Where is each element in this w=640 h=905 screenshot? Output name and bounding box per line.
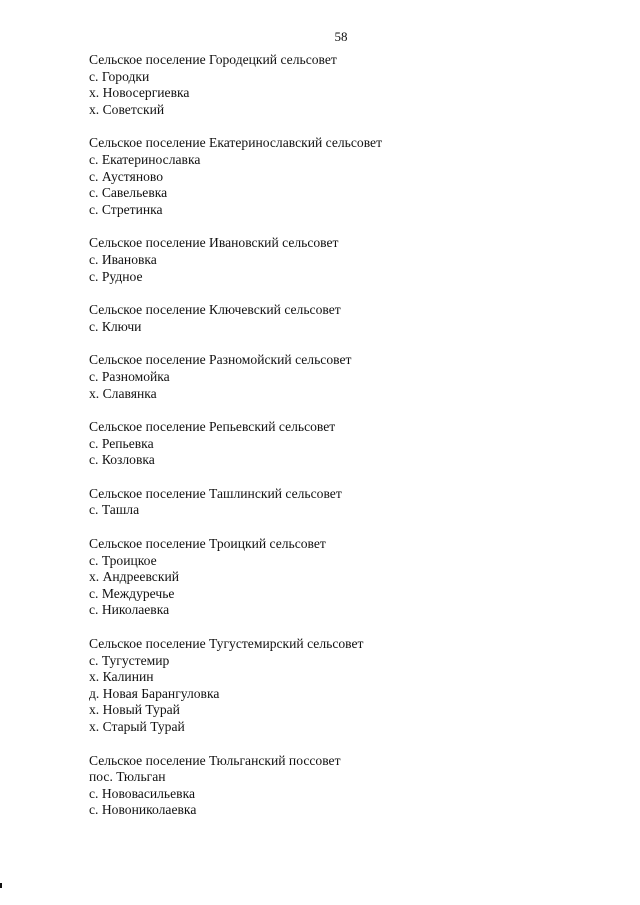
place-item: с. Междуречье xyxy=(89,585,175,601)
place-item: х. Андреевский xyxy=(89,569,179,585)
place-item: с. Савельевка xyxy=(89,185,168,201)
place-item: д. Новая Барангуловка xyxy=(89,685,220,701)
place-item: пос. Тюльган xyxy=(89,769,166,785)
settlement-title: Сельское поселение Ивановский сельсовет xyxy=(89,235,339,251)
place-item: х. Советский xyxy=(89,101,165,117)
settlement-title: Сельское поселение Ташлинский сельсовет xyxy=(89,485,342,501)
place-item: х. Славянка xyxy=(89,385,157,401)
place-item: с. Аустяново xyxy=(89,168,164,184)
place-item: х. Калинин xyxy=(89,669,154,685)
settlement-block xyxy=(89,486,609,519)
settlement-title: Сельское поселение Городецкий сельсовет xyxy=(89,52,337,67)
settlement-block xyxy=(89,419,609,469)
settlement-title: Сельское поселение Троицкий сельсовет xyxy=(89,536,326,552)
place-item: с. Тугустемир xyxy=(89,652,170,668)
place-item: с. Городки xyxy=(89,68,150,84)
place-item: с. Новониколаевка xyxy=(89,802,197,818)
place-item: х. Старый Турай xyxy=(89,719,185,734)
place-item: с. Рудное xyxy=(89,268,143,284)
settlement-block xyxy=(89,52,609,118)
settlement-block xyxy=(89,352,609,402)
place-item: с. Разномойка xyxy=(89,368,170,384)
settlement-list xyxy=(89,52,609,836)
settlement-block xyxy=(89,753,609,819)
place-item: с. Троицкое xyxy=(89,552,157,568)
settlement-block xyxy=(89,636,609,736)
place-item: с. Екатеринославка xyxy=(89,151,201,167)
settlement-block xyxy=(89,536,609,619)
place-item: с. Нововасильевка xyxy=(89,785,196,801)
place-item: х. Новосергиевка xyxy=(89,85,190,101)
scan-edge-mark xyxy=(0,883,2,888)
place-item: с. Ивановка xyxy=(89,251,157,267)
settlement-title: Сельское поселение Тугустемирский сельсовет xyxy=(89,636,364,652)
place-item: с. Стретинка xyxy=(89,201,163,217)
page-number: 58 xyxy=(334,29,348,44)
settlement-block xyxy=(89,302,609,335)
place-item: с. Николаевка xyxy=(89,602,170,618)
place-item: с. Репьевка xyxy=(89,435,154,451)
settlement-title: Сельское поселение Тюльганский поссовет xyxy=(89,752,341,768)
place-item: с. Ключи xyxy=(89,318,142,334)
settlement-block xyxy=(89,235,609,285)
settlement-title: Сельское поселение Репьевский сельсовет xyxy=(89,419,336,435)
place-item: х. Новый Турай xyxy=(89,702,180,718)
settlement-title: Сельское поселение Ключевский сельсовет xyxy=(89,302,341,318)
settlement-title: Сельское поселение Разномойский сельсовет xyxy=(89,352,352,368)
settlement-block xyxy=(89,135,609,218)
place-item: с. Козловка xyxy=(89,452,155,468)
place-item: с. Ташла xyxy=(89,502,140,518)
settlement-title: Сельское поселение Екатеринославский сельсовет xyxy=(89,135,383,151)
